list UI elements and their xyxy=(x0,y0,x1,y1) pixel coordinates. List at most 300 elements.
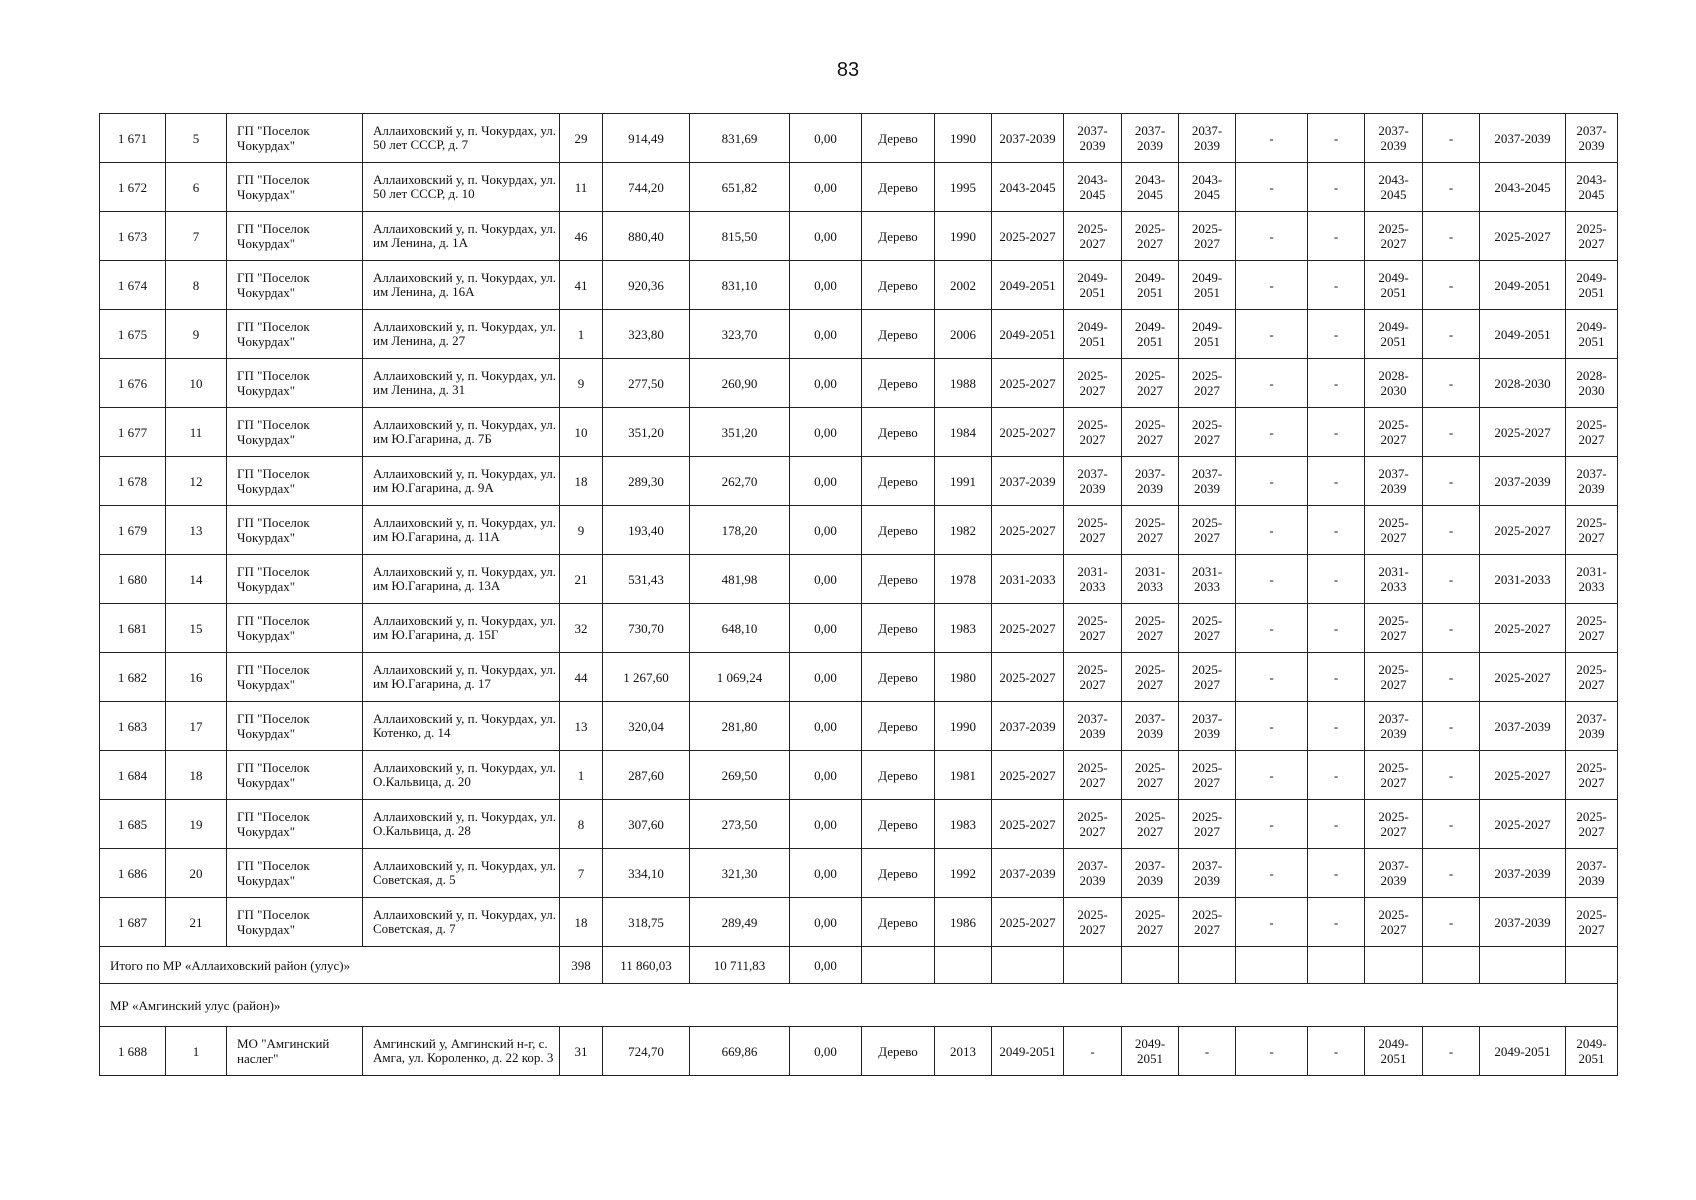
cell-period-2: 2043-2045 xyxy=(1064,163,1122,212)
district-header-row xyxy=(100,984,1618,1027)
cell-living-area: 651,82 xyxy=(690,163,790,212)
total-empty-cell xyxy=(1179,947,1236,984)
cell-period-3: 2037-2039 xyxy=(1122,702,1179,751)
cell-residents: 9 xyxy=(560,359,603,408)
cell-residents: 1 xyxy=(560,751,603,800)
cell-wall-material: Дерево xyxy=(862,1027,935,1076)
cell-period-5: - xyxy=(1236,653,1308,702)
cell-period-9: 2043-2045 xyxy=(1480,163,1566,212)
cell-total-area: 318,75 xyxy=(603,898,690,947)
cell-number: 1 681 xyxy=(100,604,166,653)
cell-living-area: 262,70 xyxy=(690,457,790,506)
total-empty-cell xyxy=(862,947,935,984)
cell-period-2: - xyxy=(1064,1027,1122,1076)
cell-living-area: 281,80 xyxy=(690,702,790,751)
cell-local-number: 10 xyxy=(166,359,227,408)
cell-period-6: - xyxy=(1308,310,1365,359)
table-row xyxy=(100,898,1618,947)
cell-period-4: 2025-2027 xyxy=(1179,359,1236,408)
cell-period-4: 2037-2039 xyxy=(1179,114,1236,163)
total-cell-residents: 398 xyxy=(560,947,603,984)
cell-period-9: 2028-2030 xyxy=(1480,359,1566,408)
cell-residents: 18 xyxy=(560,457,603,506)
cell-local-number: 11 xyxy=(166,408,227,457)
cell-living-area: 273,50 xyxy=(690,800,790,849)
cell-period-6: - xyxy=(1308,408,1365,457)
cell-period-3: 2037-2039 xyxy=(1122,114,1179,163)
cell-municipality: ГП "Поселок Чокурдах" xyxy=(227,604,363,653)
cell-period-4: 2025-2027 xyxy=(1179,800,1236,849)
total-label: Итого по МР «Аллаиховский район (улус)» xyxy=(100,947,560,984)
cell-local-number: 17 xyxy=(166,702,227,751)
registry-table-body xyxy=(100,114,1618,1076)
cell-period-1: 2037-2039 xyxy=(992,114,1064,163)
total-empty-cell xyxy=(992,947,1064,984)
cell-period-2: 2025-2027 xyxy=(1064,800,1122,849)
cell-period-6: - xyxy=(1308,751,1365,800)
cell-period-4: 2025-2027 xyxy=(1179,212,1236,261)
cell-living-area: 481,98 xyxy=(690,555,790,604)
cell-local-number: 9 xyxy=(166,310,227,359)
table-row xyxy=(100,849,1618,898)
cell-municipality: ГП "Поселок Чокурдах" xyxy=(227,702,363,751)
cell-wall-material: Дерево xyxy=(862,800,935,849)
cell-local-number: 8 xyxy=(166,261,227,310)
cell-period-8: - xyxy=(1423,1027,1480,1076)
cell-wall-material: Дерево xyxy=(862,212,935,261)
cell-period-6: - xyxy=(1308,555,1365,604)
cell-address: Аллаиховский у, п. Чокурдах, ул. им Ю.Гагарина, д. 17 xyxy=(363,653,560,702)
cell-wall-material: Дерево xyxy=(862,849,935,898)
cell-period-8: - xyxy=(1423,163,1480,212)
cell-value: 0,00 xyxy=(790,359,862,408)
cell-period-4: 2025-2027 xyxy=(1179,751,1236,800)
cell-address: Аллаиховский у, п. Чокурдах, ул. им Ленина, д. 1А xyxy=(363,212,560,261)
cell-build-year: 2002 xyxy=(935,261,992,310)
cell-build-year: 1990 xyxy=(935,114,992,163)
cell-period-5: - xyxy=(1236,457,1308,506)
cell-number: 1 675 xyxy=(100,310,166,359)
cell-period-8: - xyxy=(1423,310,1480,359)
cell-period-1: 2025-2027 xyxy=(992,751,1064,800)
cell-period-6: - xyxy=(1308,604,1365,653)
cell-period-9: 2025-2027 xyxy=(1480,604,1566,653)
cell-address: Аллаиховский у, п. Чокурдах, ул. им Ленина, д. 16А xyxy=(363,261,560,310)
table-row xyxy=(100,751,1618,800)
cell-period-5: - xyxy=(1236,555,1308,604)
cell-period-2: 2031-2033 xyxy=(1064,555,1122,604)
cell-period-9: 2049-2051 xyxy=(1480,1027,1566,1076)
cell-value: 0,00 xyxy=(790,898,862,947)
cell-period-3: 2025-2027 xyxy=(1122,359,1179,408)
total-cell-living-area: 10 711,83 xyxy=(690,947,790,984)
cell-period-7: 2025-2027 xyxy=(1365,604,1423,653)
cell-address: Аллаиховский у, п. Чокурдах, ул. Советская, д. 5 xyxy=(363,849,560,898)
cell-period-2: 2025-2027 xyxy=(1064,604,1122,653)
cell-period-2: 2049-2051 xyxy=(1064,261,1122,310)
cell-number: 1 672 xyxy=(100,163,166,212)
cell-period-1: 2037-2039 xyxy=(992,702,1064,751)
cell-period-1: 2049-2051 xyxy=(992,261,1064,310)
cell-period-2: 2025-2027 xyxy=(1064,506,1122,555)
table-row xyxy=(100,359,1618,408)
cell-municipality: ГП "Поселок Чокурдах" xyxy=(227,310,363,359)
cell-municipality: ГП "Поселок Чокурдах" xyxy=(227,849,363,898)
cell-wall-material: Дерево xyxy=(862,702,935,751)
cell-period-1: 2049-2051 xyxy=(992,310,1064,359)
cell-period-2: 2037-2039 xyxy=(1064,849,1122,898)
cell-period-1: 2025-2027 xyxy=(992,898,1064,947)
cell-period-9: 2049-2051 xyxy=(1480,261,1566,310)
cell-period-5: - xyxy=(1236,506,1308,555)
cell-total-area: 914,49 xyxy=(603,114,690,163)
cell-residents: 9 xyxy=(560,506,603,555)
cell-period-3: 2025-2027 xyxy=(1122,751,1179,800)
cell-period-10: 2025-2027 xyxy=(1566,653,1618,702)
cell-period-10: 2043-2045 xyxy=(1566,163,1618,212)
cell-period-7: 2037-2039 xyxy=(1365,849,1423,898)
cell-number: 1 683 xyxy=(100,702,166,751)
cell-number: 1 679 xyxy=(100,506,166,555)
cell-period-5: - xyxy=(1236,163,1308,212)
cell-build-year: 1981 xyxy=(935,751,992,800)
cell-value: 0,00 xyxy=(790,310,862,359)
cell-period-10: 2025-2027 xyxy=(1566,604,1618,653)
cell-period-1: 2025-2027 xyxy=(992,653,1064,702)
cell-period-3: 2025-2027 xyxy=(1122,604,1179,653)
cell-period-3: 2049-2051 xyxy=(1122,261,1179,310)
cell-wall-material: Дерево xyxy=(862,457,935,506)
cell-period-4: 2049-2051 xyxy=(1179,310,1236,359)
cell-period-8: - xyxy=(1423,898,1480,947)
cell-number: 1 688 xyxy=(100,1027,166,1076)
cell-local-number: 21 xyxy=(166,898,227,947)
cell-value: 0,00 xyxy=(790,1027,862,1076)
cell-number: 1 676 xyxy=(100,359,166,408)
cell-period-9: 2037-2039 xyxy=(1480,114,1566,163)
cell-build-year: 1983 xyxy=(935,800,992,849)
cell-build-year: 1986 xyxy=(935,898,992,947)
cell-period-7: 2025-2027 xyxy=(1365,212,1423,261)
cell-period-8: - xyxy=(1423,359,1480,408)
cell-build-year: 1991 xyxy=(935,457,992,506)
cell-period-5: - xyxy=(1236,1027,1308,1076)
cell-period-2: 2037-2039 xyxy=(1064,457,1122,506)
cell-municipality: ГП "Поселок Чокурдах" xyxy=(227,261,363,310)
cell-address: Аллаиховский у, п. Чокурдах, ул. им Ю.Гагарина, д. 13А xyxy=(363,555,560,604)
cell-period-3: 2025-2027 xyxy=(1122,800,1179,849)
table-row xyxy=(100,506,1618,555)
cell-period-3: 2049-2051 xyxy=(1122,310,1179,359)
cell-number: 1 671 xyxy=(100,114,166,163)
table-row xyxy=(100,212,1618,261)
cell-total-area: 744,20 xyxy=(603,163,690,212)
cell-municipality: ГП "Поселок Чокурдах" xyxy=(227,555,363,604)
cell-number: 1 673 xyxy=(100,212,166,261)
cell-build-year: 2006 xyxy=(935,310,992,359)
cell-period-5: - xyxy=(1236,212,1308,261)
cell-value: 0,00 xyxy=(790,702,862,751)
cell-period-7: 2028-2030 xyxy=(1365,359,1423,408)
cell-period-6: - xyxy=(1308,849,1365,898)
cell-residents: 41 xyxy=(560,261,603,310)
table-row xyxy=(100,604,1618,653)
cell-period-6: - xyxy=(1308,506,1365,555)
cell-period-4: 2025-2027 xyxy=(1179,653,1236,702)
cell-period-3: 2025-2027 xyxy=(1122,506,1179,555)
cell-total-area: 287,60 xyxy=(603,751,690,800)
cell-address: Аллаиховский у, п. Чокурдах, ул. им Ю.Гагарина, д. 7Б xyxy=(363,408,560,457)
cell-period-2: 2049-2051 xyxy=(1064,310,1122,359)
cell-period-4: 2037-2039 xyxy=(1179,702,1236,751)
cell-municipality: ГП "Поселок Чокурдах" xyxy=(227,800,363,849)
cell-value: 0,00 xyxy=(790,457,862,506)
total-empty-cell xyxy=(1308,947,1365,984)
cell-period-8: - xyxy=(1423,751,1480,800)
cell-period-3: 2031-2033 xyxy=(1122,555,1179,604)
cell-municipality: ГП "Поселок Чокурдах" xyxy=(227,751,363,800)
cell-local-number: 20 xyxy=(166,849,227,898)
cell-period-9: 2025-2027 xyxy=(1480,751,1566,800)
cell-living-area: 289,49 xyxy=(690,898,790,947)
cell-period-1: 2037-2039 xyxy=(992,849,1064,898)
cell-total-area: 531,43 xyxy=(603,555,690,604)
cell-municipality: ГП "Поселок Чокурдах" xyxy=(227,359,363,408)
cell-period-1: 2025-2027 xyxy=(992,359,1064,408)
cell-period-8: - xyxy=(1423,800,1480,849)
cell-municipality: ГП "Поселок Чокурдах" xyxy=(227,212,363,261)
cell-total-area: 724,70 xyxy=(603,1027,690,1076)
cell-build-year: 1982 xyxy=(935,506,992,555)
cell-period-3: 2037-2039 xyxy=(1122,457,1179,506)
cell-period-9: 2037-2039 xyxy=(1480,457,1566,506)
cell-period-9: 2037-2039 xyxy=(1480,702,1566,751)
cell-wall-material: Дерево xyxy=(862,751,935,800)
table-row xyxy=(100,310,1618,359)
cell-period-10: 2028-2030 xyxy=(1566,359,1618,408)
cell-total-area: 1 267,60 xyxy=(603,653,690,702)
cell-address: Аллаиховский у, п. Чокурдах, ул. им Ю.Гагарина, д. 11А xyxy=(363,506,560,555)
cell-period-10: 2031-2033 xyxy=(1566,555,1618,604)
cell-period-4: 2025-2027 xyxy=(1179,898,1236,947)
cell-period-9: 2025-2027 xyxy=(1480,408,1566,457)
cell-period-5: - xyxy=(1236,604,1308,653)
cell-period-1: 2031-2033 xyxy=(992,555,1064,604)
cell-address: Аллаиховский у, п. Чокурдах, ул. им Ленина, д. 31 xyxy=(363,359,560,408)
cell-period-6: - xyxy=(1308,261,1365,310)
cell-local-number: 19 xyxy=(166,800,227,849)
cell-period-7: 2025-2027 xyxy=(1365,408,1423,457)
total-empty-cell xyxy=(1480,947,1566,984)
cell-build-year: 1990 xyxy=(935,702,992,751)
cell-number: 1 680 xyxy=(100,555,166,604)
cell-residents: 31 xyxy=(560,1027,603,1076)
cell-period-1: 2025-2027 xyxy=(992,800,1064,849)
cell-period-5: - xyxy=(1236,359,1308,408)
cell-period-6: - xyxy=(1308,114,1365,163)
cell-number: 1 685 xyxy=(100,800,166,849)
cell-period-7: 2049-2051 xyxy=(1365,261,1423,310)
cell-value: 0,00 xyxy=(790,408,862,457)
cell-local-number: 7 xyxy=(166,212,227,261)
total-empty-cell xyxy=(1064,947,1122,984)
total-cell-value: 0,00 xyxy=(790,947,862,984)
cell-municipality: ГП "Поселок Чокурдах" xyxy=(227,163,363,212)
cell-period-1: 2025-2027 xyxy=(992,506,1064,555)
cell-local-number: 13 xyxy=(166,506,227,555)
cell-address: Аллаиховский у, п. Чокурдах, ул. 50 лет СССР, д. 10 xyxy=(363,163,560,212)
cell-period-3: 2025-2027 xyxy=(1122,212,1179,261)
total-empty-cell xyxy=(1122,947,1179,984)
cell-period-9: 2031-2033 xyxy=(1480,555,1566,604)
cell-period-7: 2049-2051 xyxy=(1365,1027,1423,1076)
cell-period-6: - xyxy=(1308,898,1365,947)
table-row xyxy=(100,457,1618,506)
cell-local-number: 12 xyxy=(166,457,227,506)
cell-period-6: - xyxy=(1308,359,1365,408)
cell-value: 0,00 xyxy=(790,506,862,555)
cell-period-2: 2025-2027 xyxy=(1064,653,1122,702)
cell-period-10: 2025-2027 xyxy=(1566,212,1618,261)
cell-number: 1 686 xyxy=(100,849,166,898)
cell-period-10: 2049-2051 xyxy=(1566,261,1618,310)
cell-period-5: - xyxy=(1236,849,1308,898)
cell-period-4: - xyxy=(1179,1027,1236,1076)
cell-period-10: 2025-2027 xyxy=(1566,506,1618,555)
cell-period-5: - xyxy=(1236,114,1308,163)
cell-living-area: 178,20 xyxy=(690,506,790,555)
table-row xyxy=(100,1027,1618,1076)
cell-living-area: 1 069,24 xyxy=(690,653,790,702)
cell-period-5: - xyxy=(1236,751,1308,800)
cell-period-7: 2025-2027 xyxy=(1365,898,1423,947)
cell-living-area: 831,69 xyxy=(690,114,790,163)
table-row xyxy=(100,653,1618,702)
cell-period-1: 2037-2039 xyxy=(992,457,1064,506)
cell-wall-material: Дерево xyxy=(862,163,935,212)
cell-period-2: 2025-2027 xyxy=(1064,359,1122,408)
total-empty-cell xyxy=(935,947,992,984)
total-empty-cell xyxy=(1566,947,1618,984)
cell-build-year: 1984 xyxy=(935,408,992,457)
cell-period-5: - xyxy=(1236,261,1308,310)
total-empty-cell xyxy=(1423,947,1480,984)
cell-total-area: 351,20 xyxy=(603,408,690,457)
cell-value: 0,00 xyxy=(790,163,862,212)
cell-period-4: 2025-2027 xyxy=(1179,408,1236,457)
cell-municipality: МО "Амгинский наслег" xyxy=(227,1027,363,1076)
cell-residents: 7 xyxy=(560,849,603,898)
cell-period-7: 2025-2027 xyxy=(1365,506,1423,555)
cell-period-6: - xyxy=(1308,702,1365,751)
cell-period-10: 2049-2051 xyxy=(1566,1027,1618,1076)
cell-period-5: - xyxy=(1236,310,1308,359)
cell-period-1: 2025-2027 xyxy=(992,408,1064,457)
total-row xyxy=(100,947,1618,984)
cell-period-8: - xyxy=(1423,849,1480,898)
page-number: 83 xyxy=(836,59,860,81)
cell-period-1: 2025-2027 xyxy=(992,212,1064,261)
cell-period-10: 2037-2039 xyxy=(1566,457,1618,506)
cell-period-8: - xyxy=(1423,702,1480,751)
cell-period-8: - xyxy=(1423,555,1480,604)
cell-period-3: 2037-2039 xyxy=(1122,849,1179,898)
cell-period-5: - xyxy=(1236,702,1308,751)
cell-residents: 18 xyxy=(560,898,603,947)
cell-living-area: 260,90 xyxy=(690,359,790,408)
cell-residents: 21 xyxy=(560,555,603,604)
cell-living-area: 323,70 xyxy=(690,310,790,359)
cell-period-8: - xyxy=(1423,261,1480,310)
cell-period-6: - xyxy=(1308,212,1365,261)
cell-period-8: - xyxy=(1423,408,1480,457)
cell-wall-material: Дерево xyxy=(862,898,935,947)
cell-period-2: 2025-2027 xyxy=(1064,751,1122,800)
cell-period-6: - xyxy=(1308,653,1365,702)
cell-wall-material: Дерево xyxy=(862,555,935,604)
cell-period-6: - xyxy=(1308,457,1365,506)
cell-period-7: 2025-2027 xyxy=(1365,800,1423,849)
cell-value: 0,00 xyxy=(790,114,862,163)
table-row xyxy=(100,800,1618,849)
cell-value: 0,00 xyxy=(790,751,862,800)
cell-total-area: 323,80 xyxy=(603,310,690,359)
cell-build-year: 1980 xyxy=(935,653,992,702)
cell-municipality: ГП "Поселок Чокурдах" xyxy=(227,114,363,163)
cell-total-area: 307,60 xyxy=(603,800,690,849)
cell-period-8: - xyxy=(1423,604,1480,653)
cell-period-4: 2049-2051 xyxy=(1179,261,1236,310)
cell-period-7: 2037-2039 xyxy=(1365,457,1423,506)
cell-value: 0,00 xyxy=(790,800,862,849)
cell-period-10: 2025-2027 xyxy=(1566,751,1618,800)
cell-value: 0,00 xyxy=(790,604,862,653)
cell-period-1: 2043-2045 xyxy=(992,163,1064,212)
cell-period-6: - xyxy=(1308,163,1365,212)
cell-living-area: 648,10 xyxy=(690,604,790,653)
cell-local-number: 15 xyxy=(166,604,227,653)
cell-period-9: 2025-2027 xyxy=(1480,212,1566,261)
table-row xyxy=(100,261,1618,310)
housing-registry-table xyxy=(99,113,1618,1076)
cell-local-number: 16 xyxy=(166,653,227,702)
cell-total-area: 289,30 xyxy=(603,457,690,506)
cell-address: Аллаиховский у, п. Чокурдах, ул. им Ленина, д. 27 xyxy=(363,310,560,359)
cell-period-3: 2043-2045 xyxy=(1122,163,1179,212)
table-row xyxy=(100,702,1618,751)
cell-living-area: 831,10 xyxy=(690,261,790,310)
cell-build-year: 2013 xyxy=(935,1027,992,1076)
cell-address: Аллаиховский у, п. Чокурдах, ул. О.Кальвица, д. 20 xyxy=(363,751,560,800)
cell-wall-material: Дерево xyxy=(862,261,935,310)
cell-period-1: 2025-2027 xyxy=(992,604,1064,653)
cell-address: Аллаиховский у, п. Чокурдах, ул. Советская, д. 7 xyxy=(363,898,560,947)
cell-total-area: 334,10 xyxy=(603,849,690,898)
total-empty-cell xyxy=(1236,947,1308,984)
cell-period-3: 2025-2027 xyxy=(1122,898,1179,947)
cell-total-area: 730,70 xyxy=(603,604,690,653)
cell-address: Аллаиховский у, п. Чокурдах, ул. 50 лет СССР, д. 7 xyxy=(363,114,560,163)
cell-address: Амгинский у, Амгинский н-г, с. Амга, ул. Короленко, д. 22 кор. 3 xyxy=(363,1027,560,1076)
total-cell-total-area: 11 860,03 xyxy=(603,947,690,984)
cell-wall-material: Дерево xyxy=(862,310,935,359)
cell-period-9: 2037-2039 xyxy=(1480,849,1566,898)
cell-period-7: 2037-2039 xyxy=(1365,702,1423,751)
cell-period-5: - xyxy=(1236,408,1308,457)
cell-period-6: - xyxy=(1308,800,1365,849)
cell-value: 0,00 xyxy=(790,653,862,702)
registry-table-wrapper xyxy=(99,113,1617,1076)
